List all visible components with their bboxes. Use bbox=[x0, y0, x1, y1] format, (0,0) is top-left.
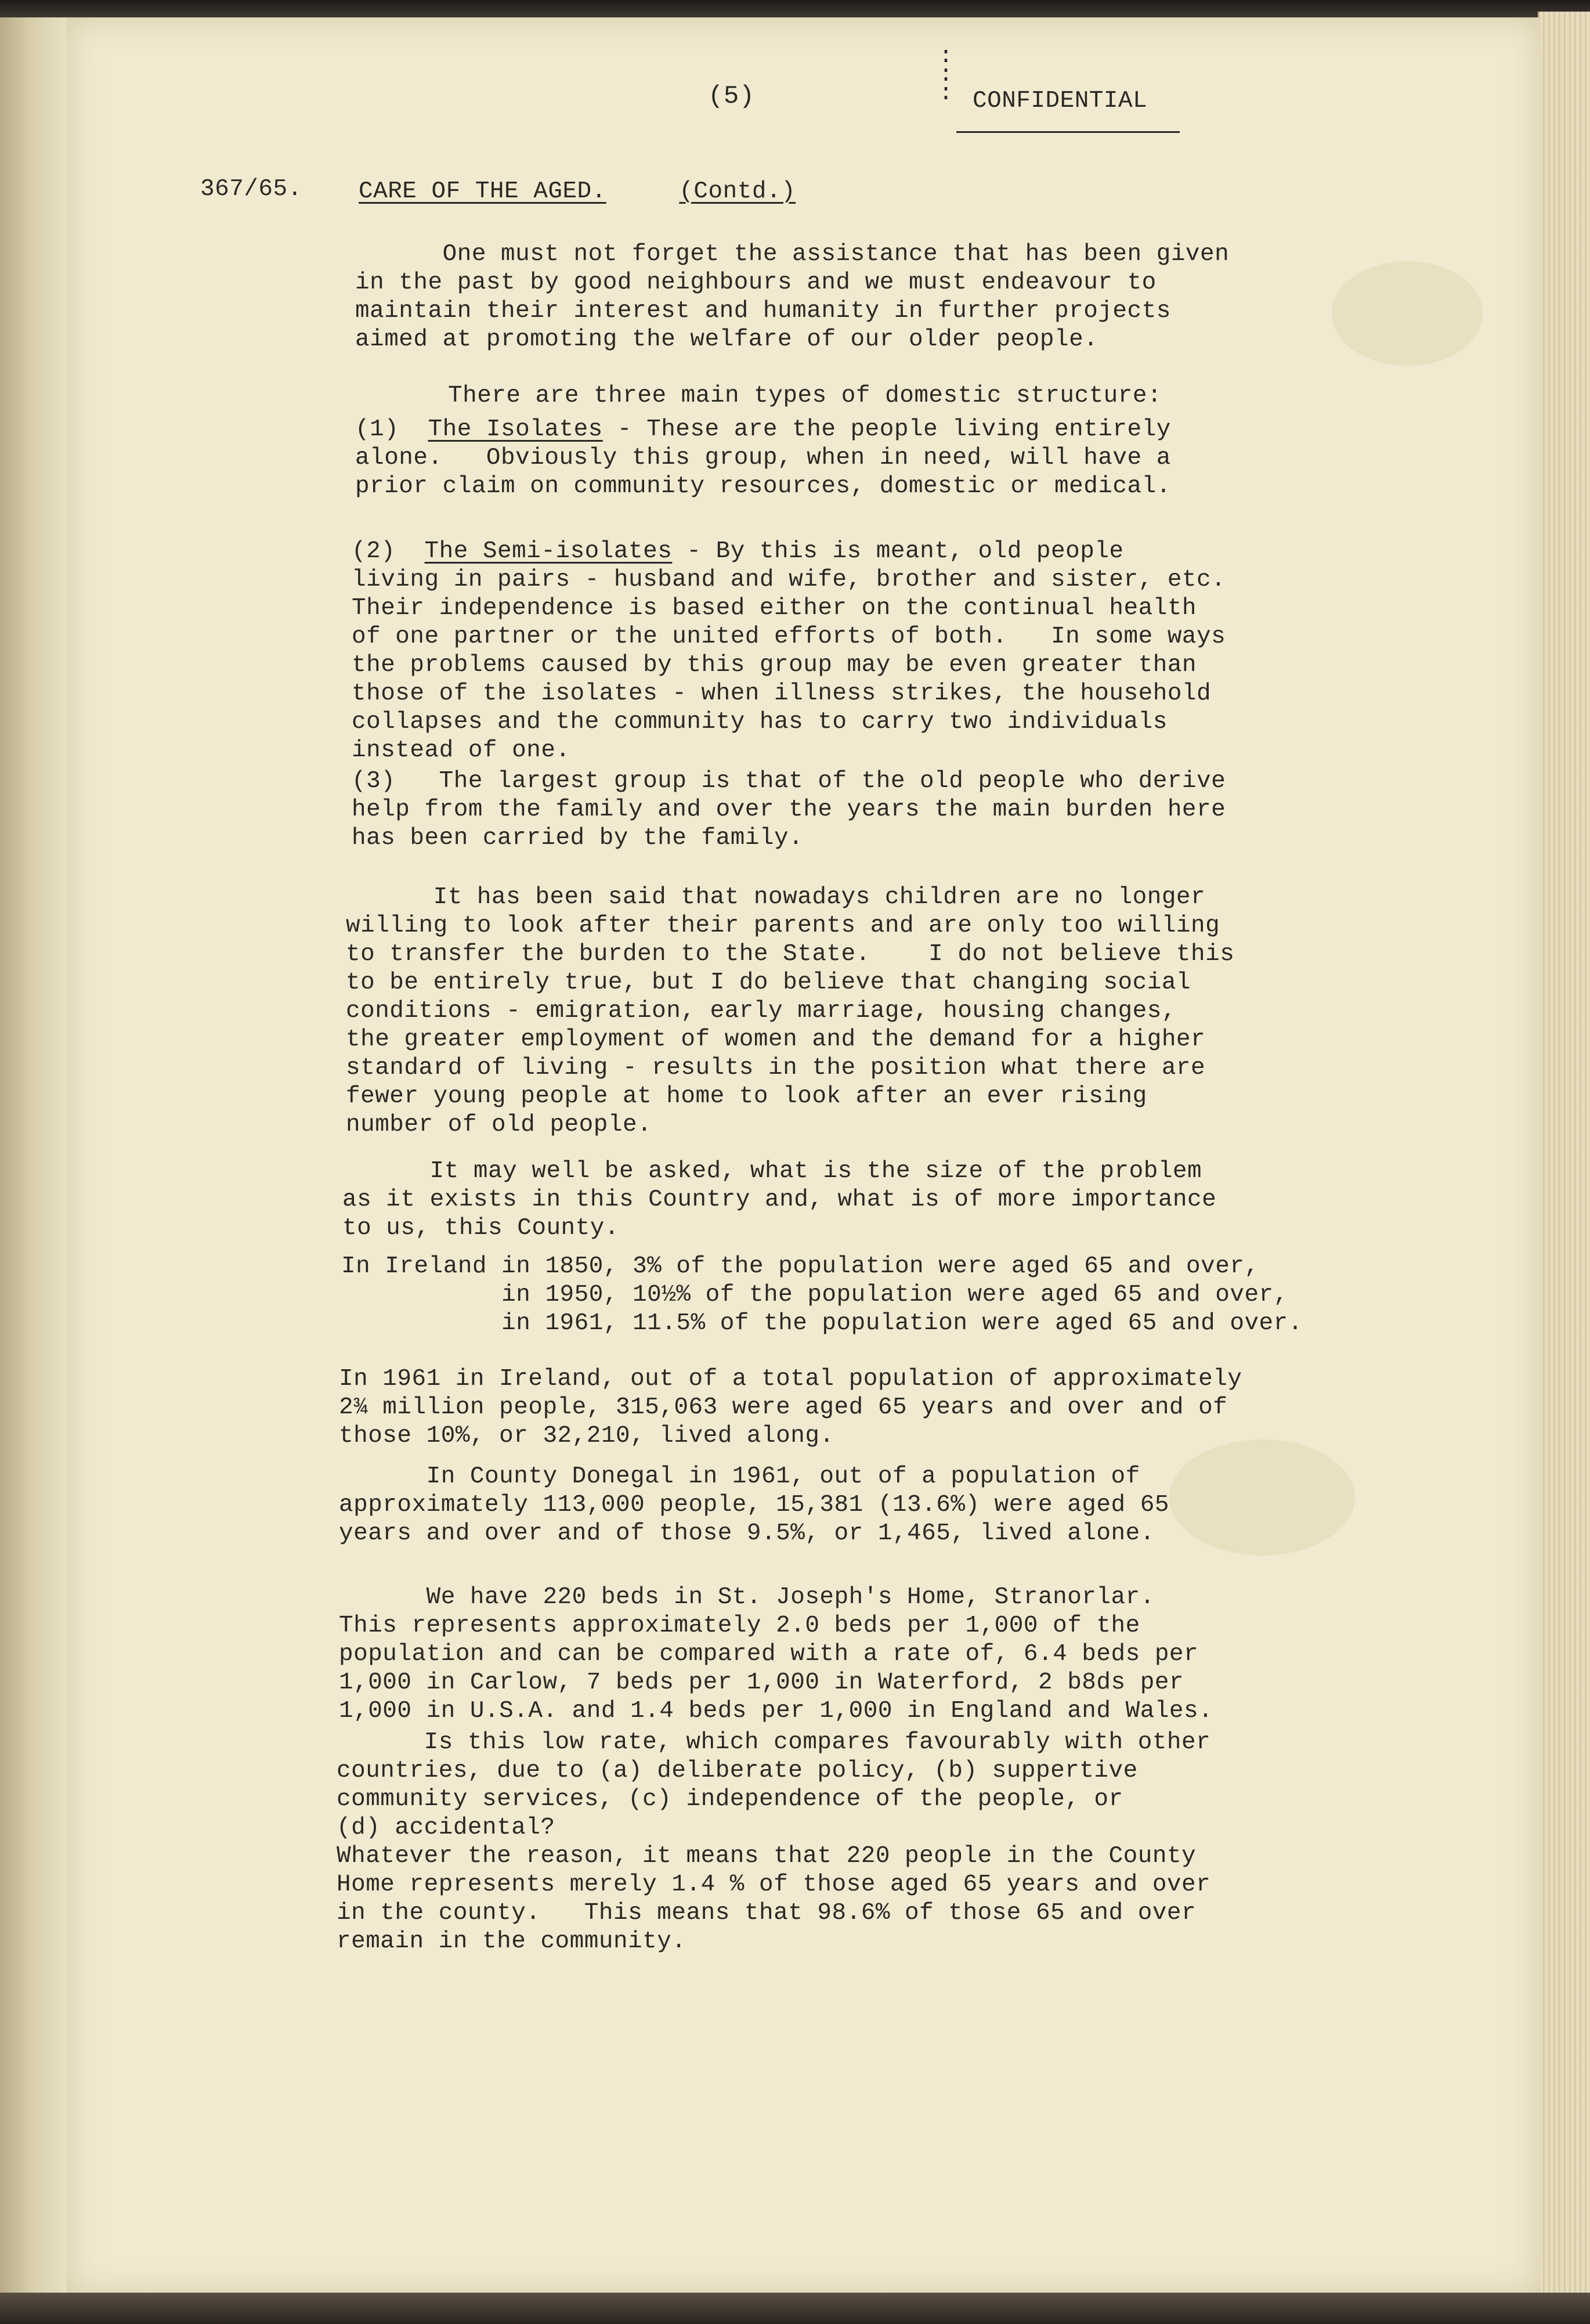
section-heading bbox=[359, 178, 796, 206]
paper-stain bbox=[1169, 1439, 1355, 1556]
paragraph-donegal: In County Donegal in 1961, out of a population of approximately 113,000 people, 15,381 (13.6%) were aged 65 years and over and of those 9.5%, or 1,465, lived alone. bbox=[339, 1463, 1169, 1547]
item-isolates-title: The Isolates bbox=[428, 416, 603, 443]
confidential-underline bbox=[956, 131, 1180, 133]
item-semi-isolates-number: (2) bbox=[352, 538, 396, 565]
paragraph-children: It has been said that nowadays children are no longer willing to look after their parents and are only too willing to transfer the burden to the State. I do not believe this to be entirely true, but I do believe that changing social conditions - emigration, early marriage, housing changes, the greater employment of women and the demand for a higher standard of living - results in the position what there are fewer young people at home to look after an ever rising number of old people. bbox=[346, 884, 1235, 1138]
paragraph-domestic-structure: There are three main types of domestic structure: bbox=[448, 382, 1162, 409]
page-number: (5) bbox=[708, 82, 755, 111]
item-isolates bbox=[355, 416, 1171, 501]
item-semi-isolates bbox=[352, 537, 1226, 765]
heading-title: CARE OF THE AGED. bbox=[359, 178, 606, 205]
colon-marks: : : : bbox=[939, 44, 953, 107]
item-isolates-text: - These are the people living entirely alone. Obviously this group, when in need, will have a prior claim on community resources, domestic or medical. bbox=[355, 416, 1171, 500]
book-page-edges bbox=[1538, 12, 1590, 2304]
paragraph-size-of-problem: It may well be asked, what is the size of the problem as it exists in this Country and, what is of more importance to us, this County. bbox=[342, 1158, 1217, 1242]
item-largest-group: (3) The largest group is that of the old people who derive help from the family and over the years the main burden here has been carried by the family. bbox=[352, 768, 1226, 851]
paragraph-low-rate: Is this low rate, which compares favourably with other countries, due to (a) deliberate policy, (b) suppertive community services, (c) independence of the people, or (d) accidental? Whatever the reason, it means that 220 people in the County Home represents merely 1.4 % of those aged 65 years and over in the county. This means that 98.6% of those 65 and over remain in the community. bbox=[337, 1729, 1211, 1955]
item-semi-isolates-text: - By this is meant, old people living in pairs - husband and wife, brother and sister, etc. Their independence is based either on the continual health of one partner or the united efforts of both. In some ways the problems caused by this group may be even greater than those of the isolates - when illness strikes, the household collapses and the community has to carry two individuals instead of one. bbox=[352, 538, 1226, 764]
item-isolates-number: (1) bbox=[355, 416, 399, 443]
paragraph-assistance bbox=[355, 240, 1229, 354]
book-binding-gutter bbox=[0, 17, 70, 2298]
paper-stain bbox=[1332, 261, 1483, 366]
paragraph-ireland-1961: In 1961 in Ireland, out of a total population of approximately 2¾ million people, 315,063 were aged 65 years and over and of those 10%, or 32,210, lived along. bbox=[339, 1366, 1242, 1449]
paragraph-ireland-statistics: In Ireland in 1850, 3% of the population were aged 65 and over, in 1950, 10½% of the population were aged 65 and over, in 1961, 11.5% of the population were aged 65 and over. bbox=[341, 1253, 1303, 1337]
item-semi-isolates-title: The Semi-isolates bbox=[424, 538, 673, 565]
confidential-label: CONFIDENTIAL bbox=[973, 88, 1148, 114]
file-reference: 367/65. bbox=[200, 176, 302, 203]
book-bottom-edge bbox=[0, 2293, 1590, 2324]
heading-contd: (Contd.) bbox=[679, 178, 796, 205]
paragraph-beds: We have 220 beds in St. Joseph's Home, Stranorlar. This represents approximately 2.0 beds per 1,000 of the population and can be compared with a rate of, 6.4 beds per 1,000 in Carlow, 7 beds per 1,000 in Waterford, 2 b8ds per 1,000 in U.S.A. and 1.4 beds per 1,000 in England and Wales. bbox=[339, 1584, 1213, 1724]
paragraph-assistance-text: One must not forget the assistance that has been given in the past by good neighbours and we must endeavour to maintain their interest and humanity in further projects aimed at promoting the welfare of our older people. bbox=[355, 241, 1230, 353]
